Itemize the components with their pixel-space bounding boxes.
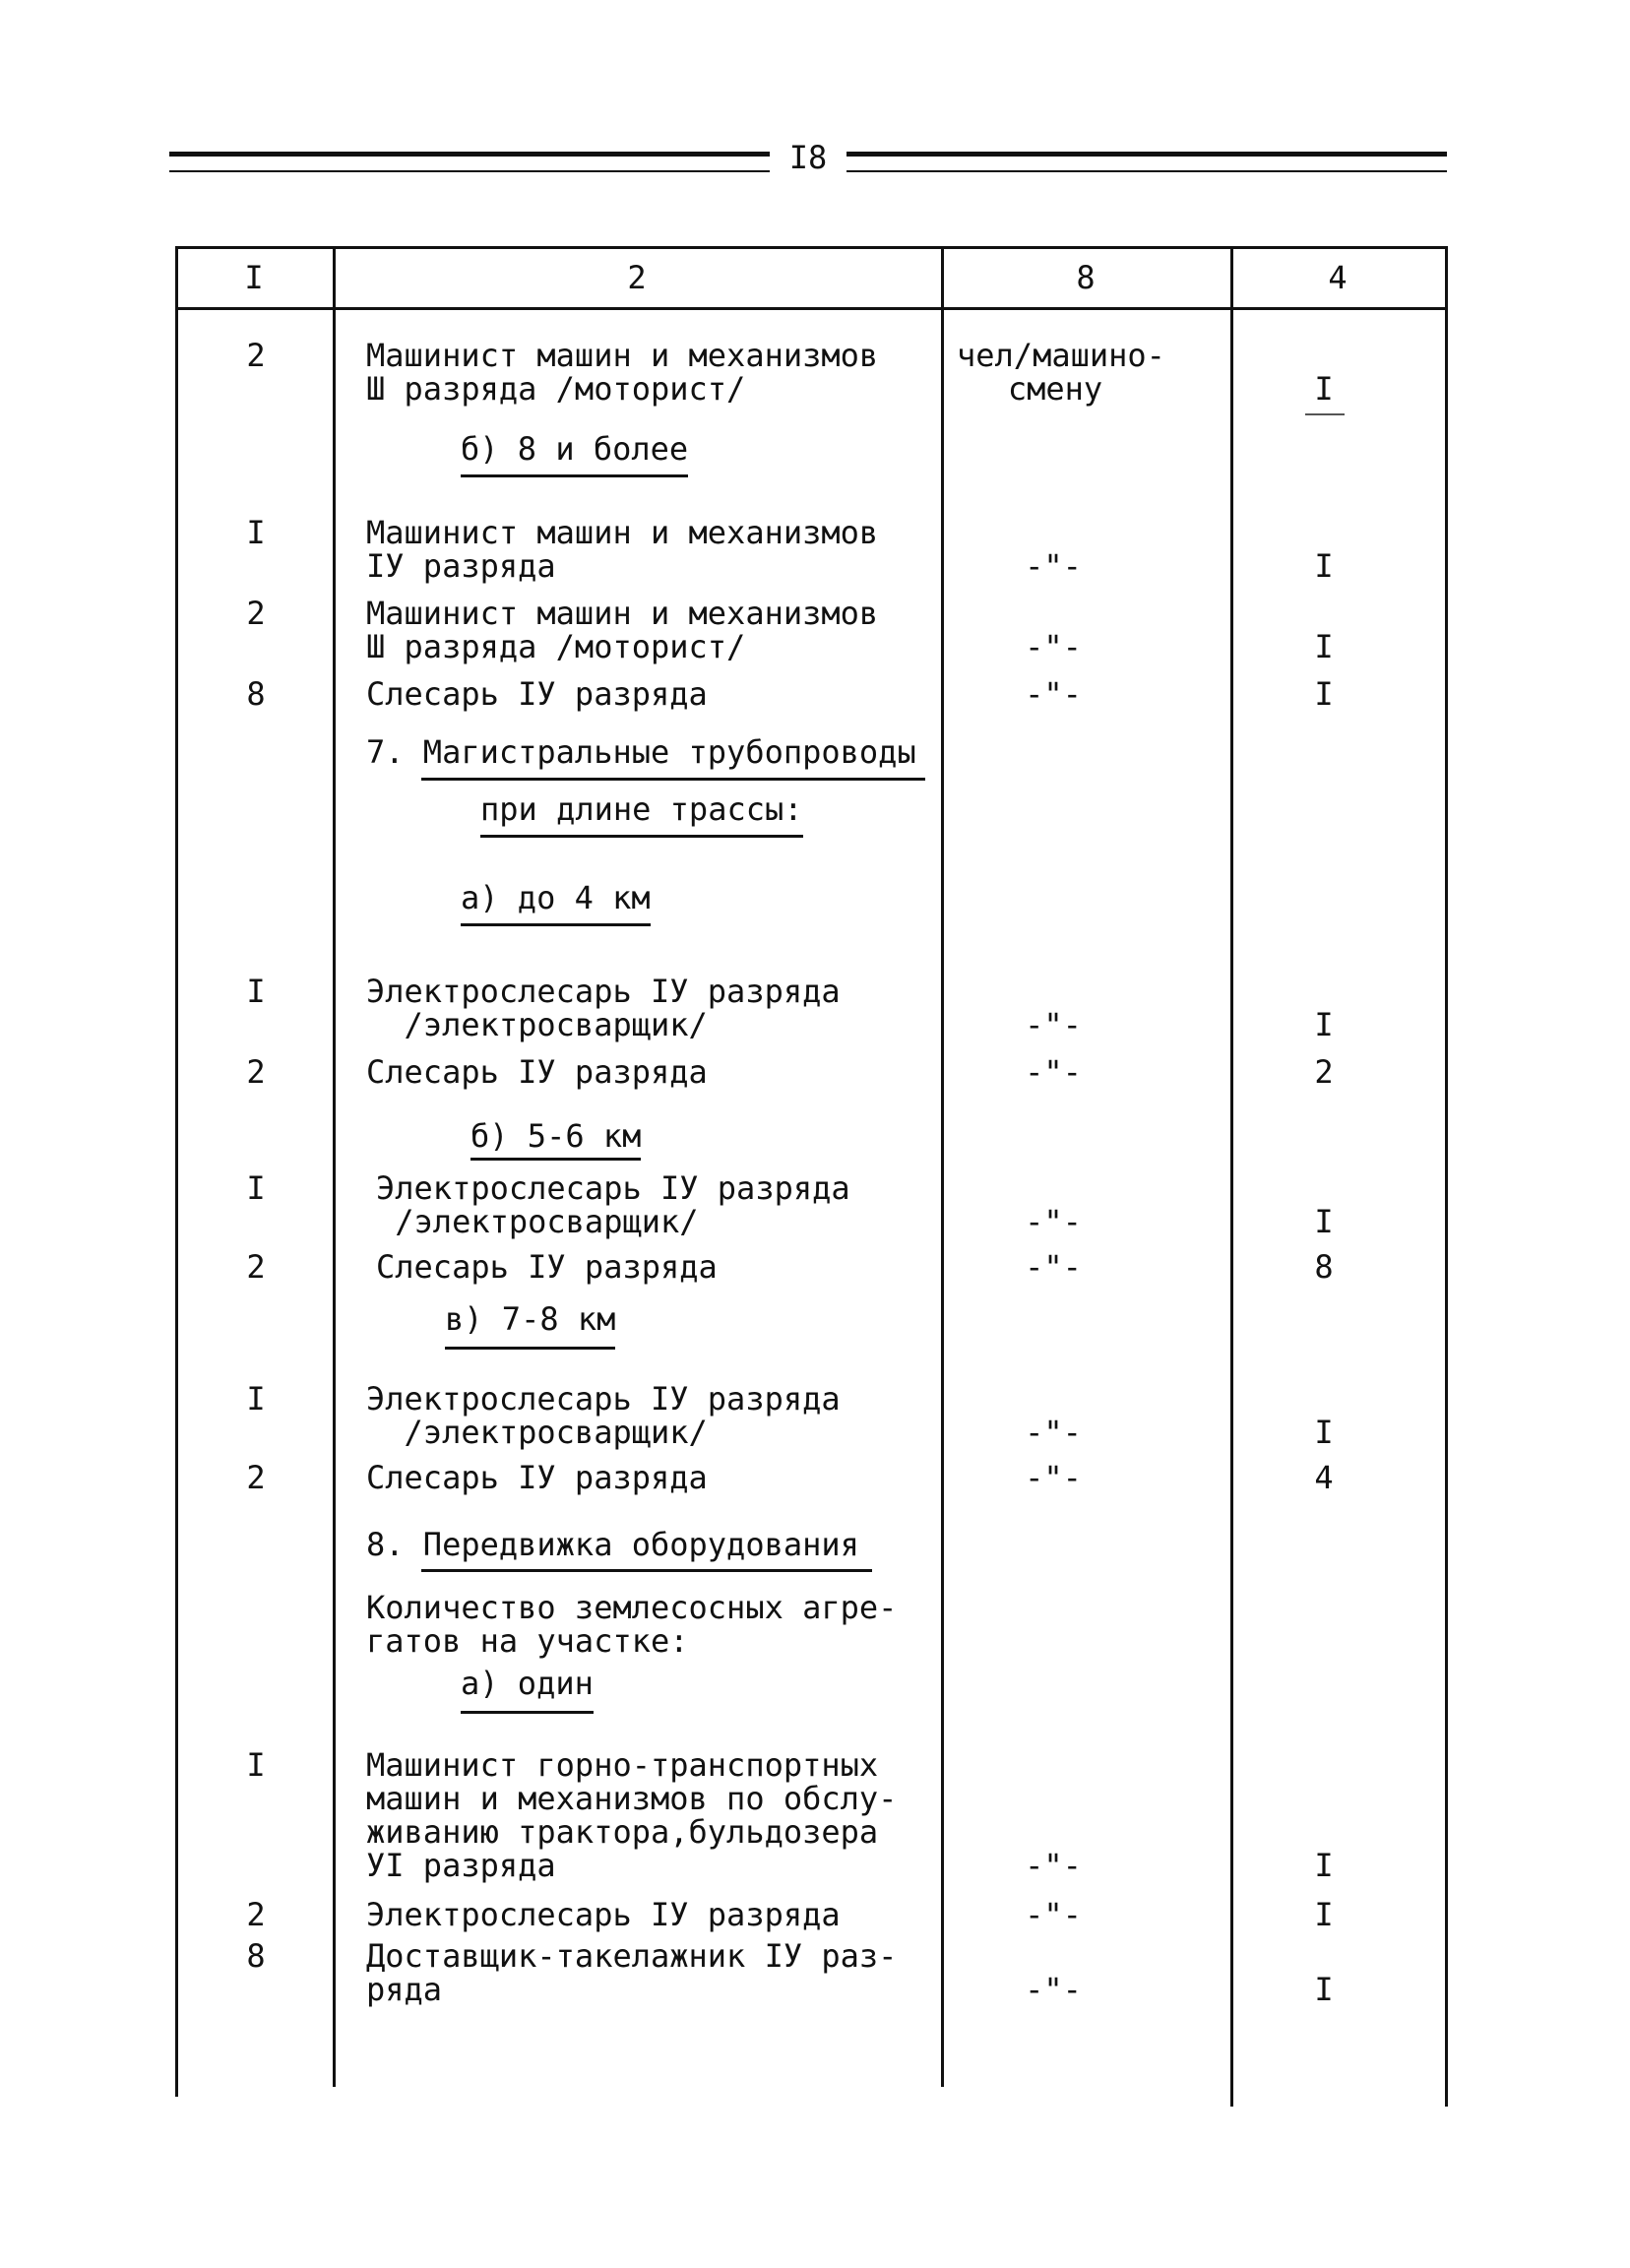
row-number: 2	[246, 337, 266, 374]
column-header-4: 4	[1328, 259, 1348, 296]
row-count: 8	[1314, 1248, 1334, 1286]
column-divider-1	[333, 246, 336, 2087]
row-profession: Машинист машин и механизмов Ш разряда /моторист/	[366, 337, 879, 408]
section-note: Количество землесосных агре- гатов на участке:	[366, 1589, 898, 1660]
row-unit: -"-	[1025, 1203, 1082, 1240]
row-profession: Машинист горно-транспортных машин и механизмов по обслу- живанию трактора,бульдозера УI разряда	[366, 1746, 898, 1884]
row-number: I	[246, 1380, 266, 1418]
row-count: I	[1314, 1847, 1334, 1884]
row-number: 2	[246, 595, 266, 632]
row-count: I	[1314, 1896, 1334, 1933]
row-profession: Машинист машин и механизмов IУ разряда	[366, 514, 879, 585]
table-border-left	[175, 246, 178, 2097]
subsection-heading: а) один	[461, 1666, 594, 1714]
section-heading: при длине трассы:	[480, 791, 803, 838]
column-divider-2	[941, 246, 944, 2087]
row-unit: -"-	[1025, 1896, 1082, 1933]
row-number: 2	[246, 1053, 266, 1091]
section-heading: 8. Передвижка оборудования	[366, 1526, 859, 1563]
row-profession: Доставщик-такелажник IУ раз- ряда	[366, 1937, 898, 2008]
row-profession: Электрослесарь IУ разряда	[366, 1896, 841, 1933]
row-count: I	[1314, 675, 1334, 713]
row-unit: -"-	[1025, 1847, 1082, 1884]
header-rule-right	[846, 152, 1447, 172]
row-count: I	[1314, 370, 1334, 408]
row-unit: -"-	[1025, 628, 1082, 665]
row-profession: Машинист машин и механизмов Ш разряда /моторист/	[366, 595, 879, 665]
row-profession: Слесарь IУ разряда	[366, 675, 708, 713]
row-unit: -"-	[1025, 1459, 1082, 1496]
row-count: I	[1314, 628, 1334, 665]
row-number: I	[246, 1169, 266, 1207]
row-profession: Электрослесарь IУ разряда /электросварщик/	[366, 973, 841, 1043]
row-number: 2	[246, 1248, 266, 1286]
row-profession: Электрослесарь IУ разряда /электросварщик/	[366, 1380, 841, 1451]
row-number: 8	[246, 675, 266, 713]
row-profession: Слесарь IУ разряда	[376, 1248, 718, 1286]
subsection-heading: в) 7-8 км	[445, 1301, 615, 1350]
column-header-3: 8	[1076, 259, 1096, 296]
column-header-1: I	[244, 259, 264, 296]
row-profession: Слесарь IУ разряда	[366, 1053, 708, 1091]
table-top-border	[175, 246, 1447, 249]
row-unit: -"-	[1025, 1006, 1082, 1043]
section-heading-underline	[421, 778, 925, 781]
row-count: I	[1314, 1203, 1334, 1240]
header-rule-left	[169, 152, 770, 172]
subsection-heading: а) до 4 км	[461, 880, 651, 926]
row-profession: Электрослесарь IУ разряда /электросварщик/	[376, 1169, 850, 1240]
section-heading-underline	[421, 1569, 872, 1572]
row-count: I	[1314, 1006, 1334, 1043]
row-unit: -"-	[1025, 1971, 1082, 2008]
table-border-right	[1445, 246, 1448, 2107]
row-number: I	[246, 973, 266, 1010]
column-divider-3	[1230, 246, 1233, 2107]
page-number: I8	[788, 139, 828, 176]
row-count: 4	[1314, 1459, 1334, 1496]
subsection-heading: б) 5-6 км	[470, 1118, 641, 1161]
check-mark	[1305, 413, 1345, 415]
row-unit: -"-	[1025, 547, 1082, 585]
row-number: I	[246, 514, 266, 551]
row-unit: -"-	[1025, 1248, 1082, 1286]
subsection-heading: б) 8 и более	[461, 431, 688, 477]
row-number: 2	[246, 1896, 266, 1933]
row-count: I	[1314, 547, 1334, 585]
row-number: I	[246, 1746, 266, 1784]
row-count: I	[1314, 1971, 1334, 2008]
section-heading: 7. Магистральные трубопроводы	[366, 733, 916, 771]
row-unit: -"-	[1025, 675, 1082, 713]
column-header-2: 2	[627, 259, 647, 296]
row-count: I	[1314, 1414, 1334, 1451]
row-profession: Слесарь IУ разряда	[366, 1459, 708, 1496]
row-unit: -"-	[1025, 1414, 1082, 1451]
row-number: 2	[246, 1459, 266, 1496]
row-unit: чел/машино- смену	[957, 337, 1165, 408]
row-count: 2	[1314, 1053, 1334, 1091]
row-unit: -"-	[1025, 1053, 1082, 1091]
table-header-divider	[175, 307, 1447, 310]
row-number: 8	[246, 1937, 266, 1975]
